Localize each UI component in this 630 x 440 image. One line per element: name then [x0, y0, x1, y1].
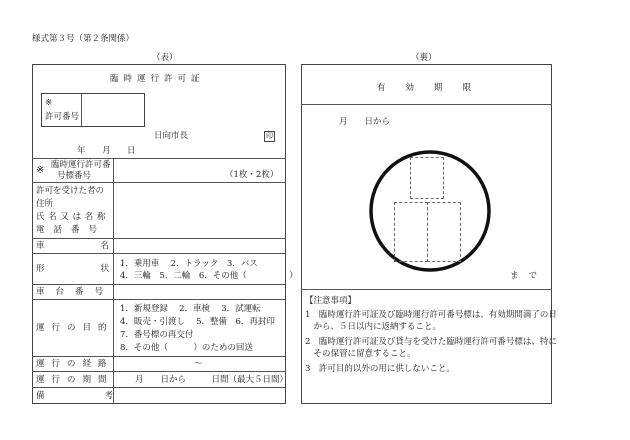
remarks-label: 備考 — [36, 391, 174, 401]
note-line: 1 臨時運行許可証及び臨時運行許可番号標は、有効期間満了の日 — [305, 310, 557, 320]
purpose-option: 8．その他（ ）のための回送 — [120, 343, 253, 353]
front-side-label: （表） — [152, 53, 178, 63]
shape-label: 形状 — [36, 264, 166, 274]
shape-options-1: 1．乗用車 2．トラック 3．バス — [120, 259, 258, 269]
plate-mark: ※ — [36, 165, 45, 176]
remarks-field[interactable] — [114, 388, 285, 403]
applicant-label-phone: 電話番号 — [36, 225, 107, 235]
applicant-field[interactable] — [114, 183, 285, 237]
note-line: 3 許可目的以外の用に供しないこと。 — [305, 364, 455, 374]
note-line: から、５日以内に返納すること。 — [305, 322, 442, 332]
plate-label-2: 号標番号 — [57, 171, 92, 181]
note-line: 2 臨時運行許可証及び貸与を受けた臨時運行許可番号標は、特に — [305, 337, 557, 347]
purpose-option: 1．新規登録 2．車検 3．試運転 — [120, 304, 261, 314]
permit-number-label: 許可番号 — [45, 112, 80, 122]
note-line: その保管に留意すること。 — [305, 349, 416, 359]
period-label: 運行の期間 — [36, 375, 114, 385]
plate-count: （1枚・2枚） — [225, 170, 279, 180]
issuer-name: 日向市長 — [154, 131, 189, 141]
purpose-option: 7．番号標の再交付 — [120, 330, 194, 340]
purpose-label: 運行の目的 — [36, 323, 114, 333]
date-year: 年 — [77, 146, 86, 156]
notes-title: 【注意事項】 — [305, 296, 357, 306]
validity-title: 有効期限 — [377, 83, 492, 93]
stamp-placeholder-bottom-right — [427, 202, 461, 262]
period-value: 月 日から 日間（最大５日間） — [135, 375, 289, 385]
vehicle-name-label: 車名 — [36, 241, 166, 251]
route-value: ～ — [194, 359, 203, 369]
vehicle-name-field[interactable] — [114, 239, 285, 252]
permit-number-field[interactable] — [82, 94, 144, 126]
issuer-seal: 印 — [266, 132, 273, 140]
date-month: 月 — [102, 146, 111, 156]
stamp-placeholder-bottom-left — [394, 202, 428, 262]
shape-options-2: 4．三輪 5．二輪 6．その他（ ） — [120, 271, 298, 281]
chassis-field[interactable] — [114, 285, 285, 298]
applicant-label-1: 許可を受けた者の — [36, 186, 105, 196]
stamp-placeholder-top — [410, 157, 444, 199]
permit-mark: ※ — [45, 98, 53, 108]
applicant-label-name: 氏名又は名称 — [36, 212, 110, 222]
form-header: 様式第３号（第２条関係） — [32, 34, 135, 44]
date-day: 日 — [127, 146, 136, 156]
back-side-label: （裏） — [411, 53, 437, 63]
validity-from: 月 日から — [339, 117, 391, 127]
route-label: 運行の経路 — [36, 359, 114, 369]
purpose-option: 4．販売・引渡し 5．整備 6．再封印 — [120, 317, 275, 327]
validity-until: まで — [510, 271, 548, 281]
chassis-label: 車台番号 — [36, 287, 115, 297]
applicant-label-address: 住所 — [36, 199, 54, 209]
plate-label-1: 臨時運行許可番 — [51, 160, 111, 170]
permit-title: 臨時運行許可証 — [110, 74, 205, 84]
